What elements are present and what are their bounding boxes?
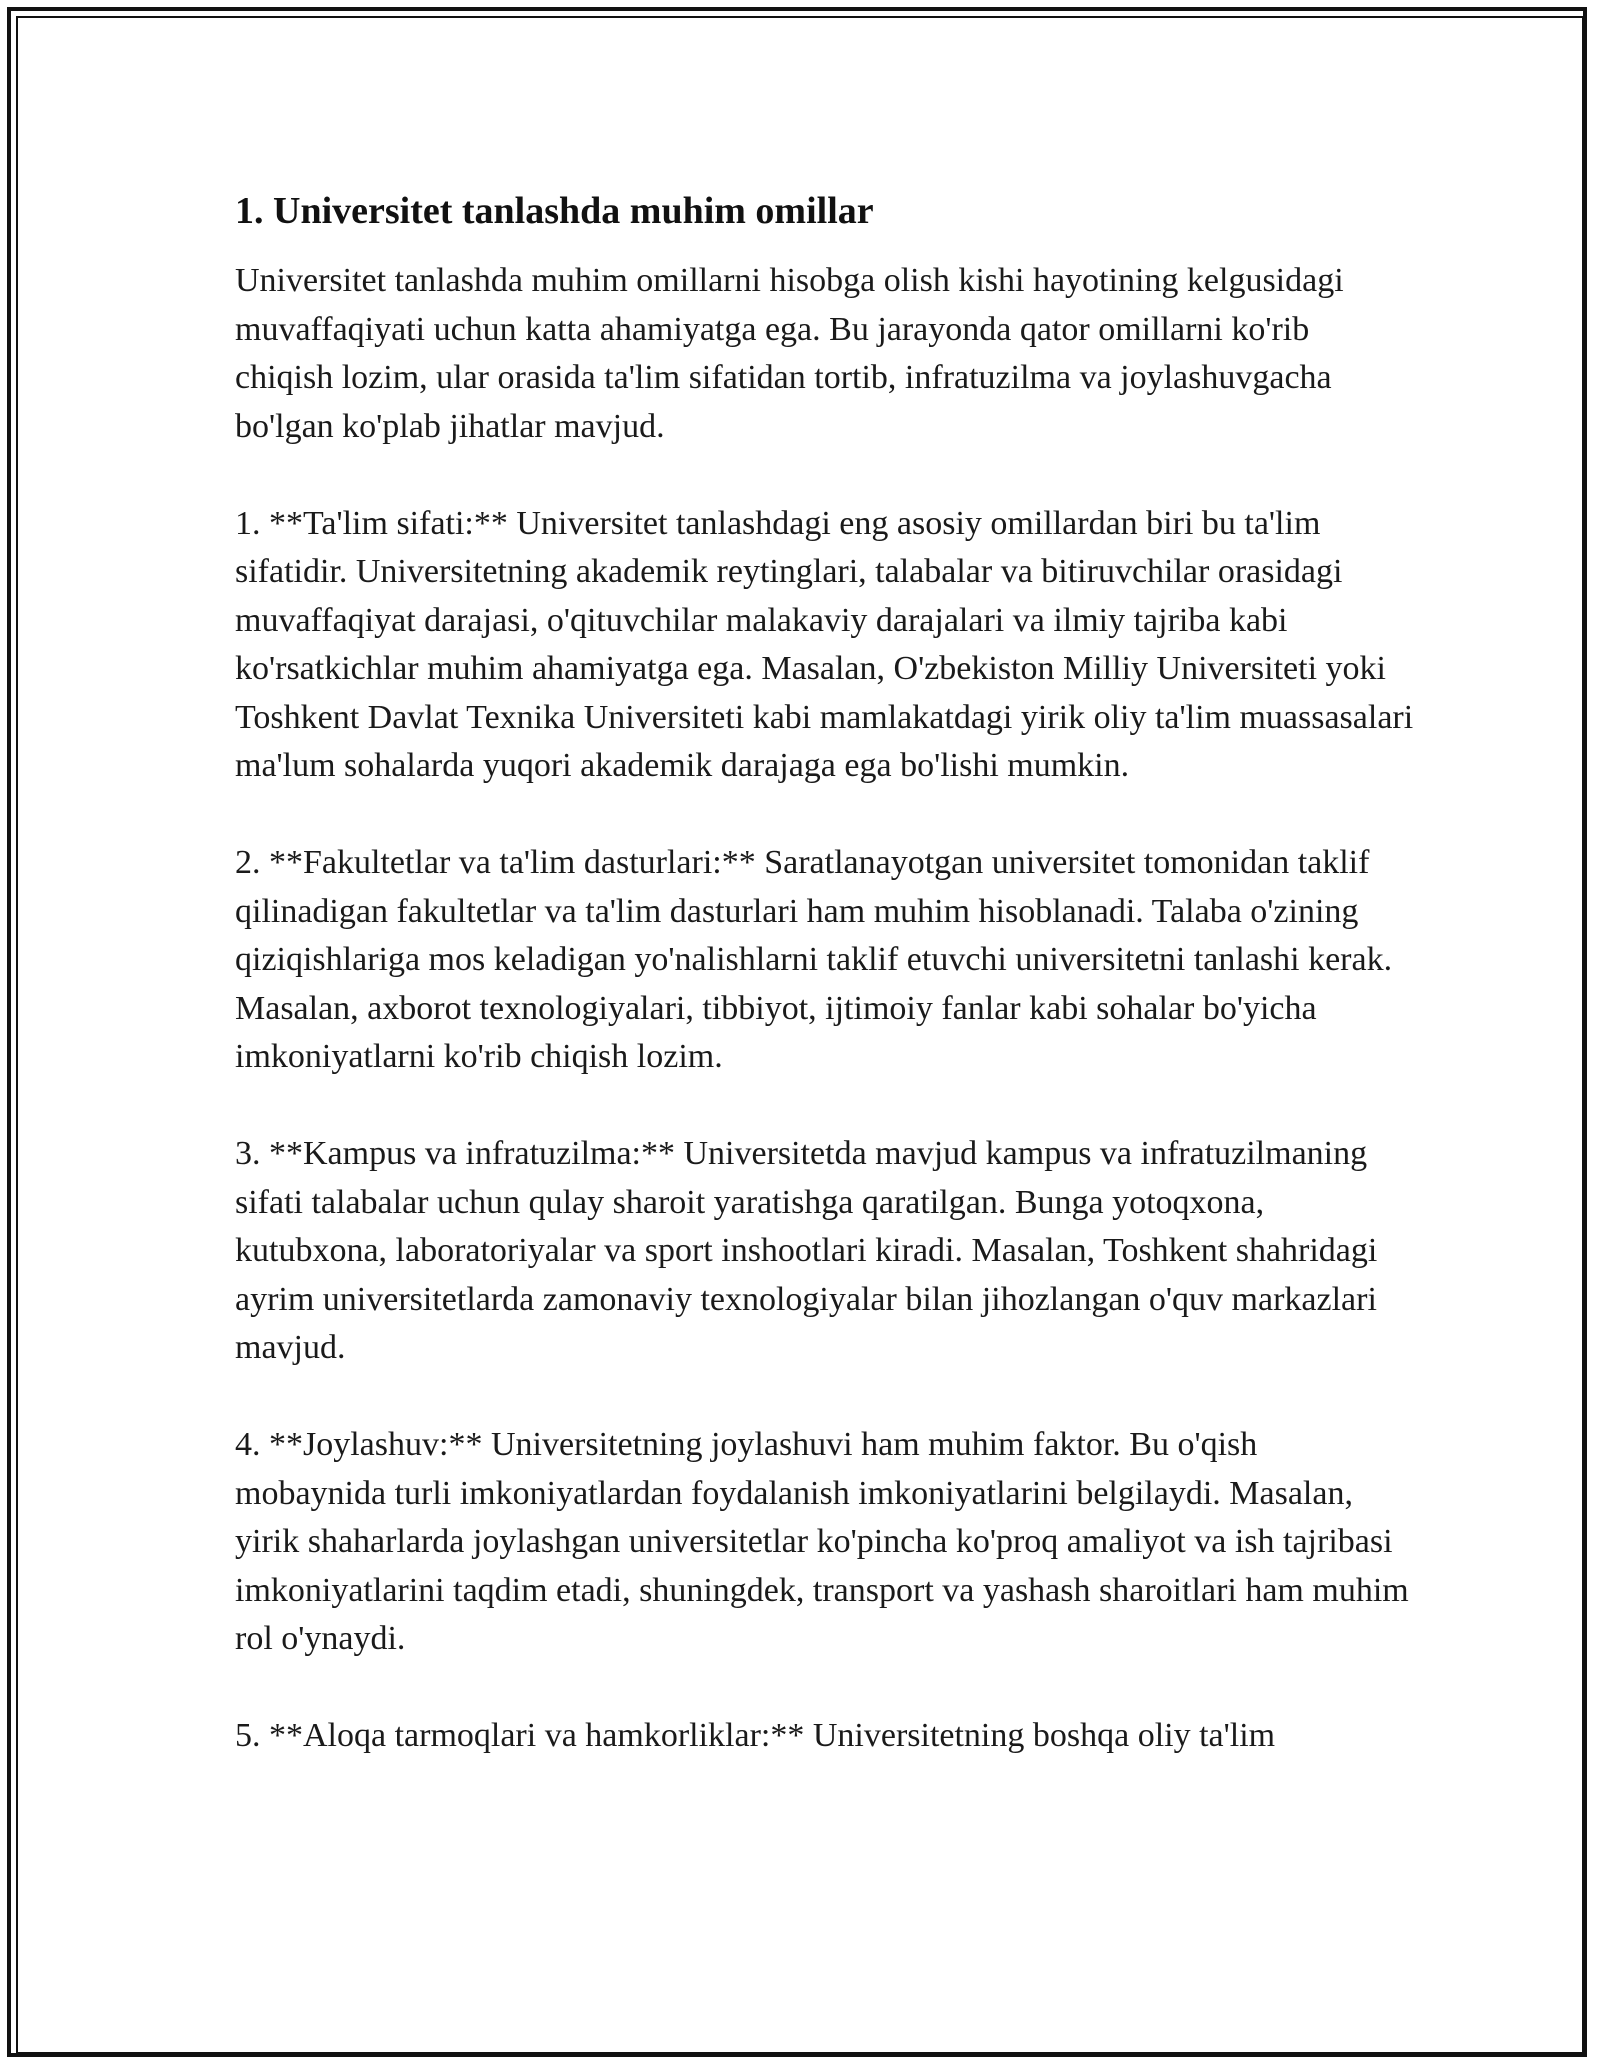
- section-paragraph-1: 1. **Ta'lim sifati:** Universitet tanlashdagi eng asosiy omillardan biri bu ta'lim sifatidir. Universitetning akademik reytinglari, talabalar va bitiruvchilar orasidagi muvaffaqiyat darajasi, o'qituvchilar malakaviy darajalari va ilmiy tajriba kabi ko'rsatkichlar muhim ahamiyatga ega. Masalan, O'zbekiston Milliy Universiteti yoki Toshkent Davlat Texnika Universiteti kabi mamlakatdagi yirik oliy ta'lim muassasalari ma'lum sohalarda yuqori akademik darajaga ega bo'lishi mumkin.: [235, 504, 1414, 784]
- section-paragraph-2: 2. **Fakultetlar va ta'lim dasturlari:** Saratlanayotgan universitet tomonidan taklif qilinadigan fakultetlar va ta'lim dasturlari ham muhim hisoblanadi. Talaba o'zining qiziqishlariga mos keladigan yo'nalishlarni taklif etuvchi universitetni tanlashi kerak. Masalan, axborot texnologiyalari, tibbiyot, ijtimoiy fanlar kabi sohalar bo'yicha imkoniyatlarni ko'rib chiqish lozim.: [235, 844, 1393, 1075]
- intro-paragraph: Universitet tanlashda muhim omillarni hisobga olish kishi hayotining kelgusidagi muvaffaqiyati uchun katta ahamiyatga ega. Bu jarayonda qator omillarni ko'rib chiqish lozim, ular orasida ta'lim sifatidan tortib, infratuzilma va joylashuvgacha bo'lgan ko'plab jihatlar mavjud.: [235, 262, 1344, 445]
- section-paragraph-5: 5. **Aloqa tarmoqlari va hamkorliklar:** Universitetning boshqa oliy ta'lim: [235, 1717, 1276, 1754]
- section-paragraph-3: 3. **Kampus va infratuzilma:** Universitetda mavjud kampus va infratuzilmaning sifati talabalar uchun qulay sharoit yaratishga qaratilgan. Bunga yotoqxona, kutubxona, laboratoriyalar va sport inshootlari kiradi. Masalan, Toshkent shahridagi ayrim universitetlarda zamonaviy texnologiyalar bilan jihozlangan o'quv markazlari mavjud.: [235, 1135, 1378, 1366]
- section-paragraph-4: 4. **Joylashuv:** Universitetning joylashuvi ham muhim faktor. Bu o'qish mobaynida turli imkoniyatlardan foydalanish imkoniyatlarini belgilaydi. Masalan, yirik shaharlarda joylashgan universitetlar ko'pincha ko'proq amaliyot va ish tajribasi imkoniyatlarini taqdim etadi, shuningdek, transport va yashash sharoitlari ham muhim rol o'ynaydi.: [235, 1426, 1409, 1657]
- document-title: 1. Universitet tanlashda muhim omillar: [235, 190, 874, 232]
- document-body: [235, 183, 1415, 1761]
